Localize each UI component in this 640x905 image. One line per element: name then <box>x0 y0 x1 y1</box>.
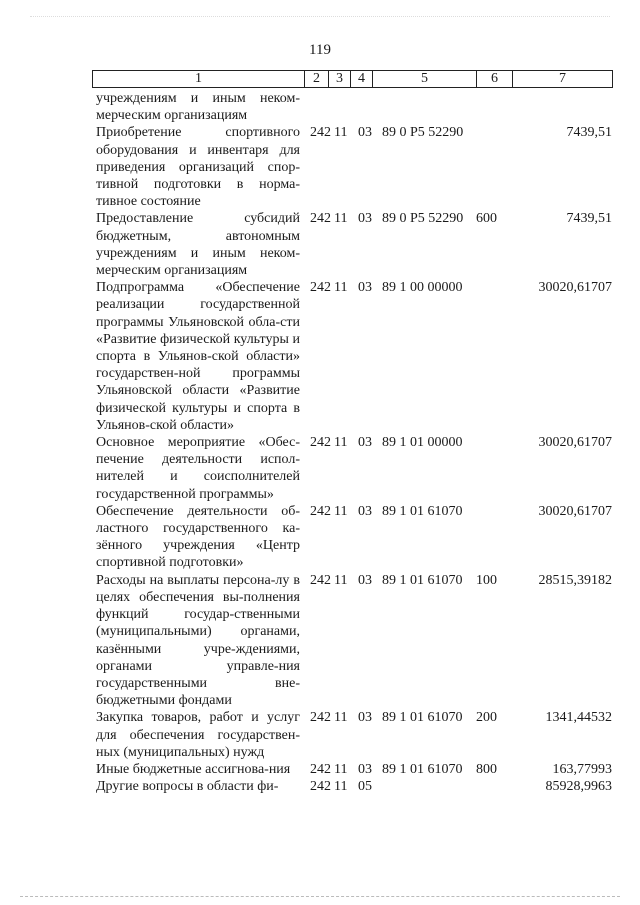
column-header-5: 5 <box>373 71 477 88</box>
row-subsection-code: 03 <box>358 125 372 141</box>
row-name: Другие вопросы в области фи- <box>96 779 279 795</box>
scan-edge-bottom <box>20 896 620 897</box>
row-ministry-code: 242 <box>310 779 331 795</box>
column-header-4: 4 <box>351 71 373 88</box>
row-name: учреждениям и иным неком-мерческим организациям <box>96 91 300 124</box>
row-section-code: 11 <box>334 435 348 451</box>
table-row <box>96 503 626 572</box>
row-ministry-code: 242 <box>310 710 331 726</box>
row-section-code: 11 <box>334 710 348 726</box>
row-section-code: 11 <box>334 779 348 795</box>
table-row <box>96 778 626 795</box>
row-subsection-code: 03 <box>358 435 372 451</box>
row-subsection-code: 03 <box>358 710 372 726</box>
budget-rows <box>96 90 626 795</box>
row-name: Предоставление субсидий бюджетным, автономным учреждениям и иным неком-мерческим организациям <box>96 211 300 279</box>
row-name: Основное мероприятие «Обес-печение деятельности испол-нителей и соисполнителей государственной программы» <box>96 435 300 502</box>
row-section-code: 11 <box>334 280 348 296</box>
row-ministry-code: 242 <box>310 125 331 141</box>
table-row <box>96 709 626 761</box>
row-name: Иные бюджетные ассигнова-ния <box>96 761 291 777</box>
column-header-row <box>93 71 613 88</box>
table-row <box>96 572 626 710</box>
row-amount: 28515,39182 <box>538 572 612 588</box>
row-amount: 30020,61707 <box>538 435 612 451</box>
row-ministry-code: 242 <box>310 503 331 519</box>
row-target-article: 89 1 01 61070 <box>382 572 463 588</box>
row-name: Закупка товаров, работ и услуг для обеспечения государствен-ных (муниципальных) нужд <box>96 710 300 760</box>
column-header-7: 7 <box>513 71 613 88</box>
table-row <box>96 90 626 124</box>
row-amount: 30020,61707 <box>538 503 612 519</box>
row-target-article: 89 0 P5 52290 <box>382 125 464 141</box>
row-subsection-code: 03 <box>358 761 372 777</box>
row-target-article: 89 1 01 61070 <box>382 761 463 777</box>
row-ministry-code: 242 <box>310 761 331 777</box>
row-subsection-code: 03 <box>358 503 372 519</box>
row-section-code: 11 <box>334 761 348 777</box>
row-ministry-code: 242 <box>310 280 331 296</box>
table-row <box>96 761 626 778</box>
row-amount: 7439,51 <box>566 125 612 141</box>
page-number: 119 <box>309 42 331 58</box>
table-row <box>96 434 626 503</box>
row-ministry-code: 242 <box>310 572 331 588</box>
table-row <box>96 210 626 279</box>
table-row <box>96 279 626 434</box>
row-name: Приобретение спортивного оборудования и инвентаря для приведения организаций спор-тивной подготовки в норма-тивное состояние <box>96 125 300 210</box>
row-name: Обеспечение деятельности об-ластного государственного ка-зённого учреждения «Центр спортивной подготовки» <box>96 503 300 571</box>
row-target-article: 89 1 00 00000 <box>382 280 463 296</box>
row-target-article: 89 1 01 00000 <box>382 435 463 451</box>
row-amount: 7439,51 <box>566 211 612 227</box>
row-expense-type: 100 <box>476 572 497 588</box>
row-name: Подпрограмма «Обеспечение реализации государственной программы Ульяновской обла-сти «Развитие физической культуры и спорта в Ульянов-ской области» государствен-ной программы Ульяновской области «Развитие физической культуры и спорта в Ульянов-ской области» <box>96 280 300 433</box>
row-expense-type: 600 <box>476 211 497 227</box>
row-ministry-code: 242 <box>310 435 331 451</box>
row-amount: 163,77993 <box>552 761 612 777</box>
row-ministry-code: 242 <box>310 211 331 227</box>
column-header-1: 1 <box>93 71 305 88</box>
row-target-article: 89 1 01 61070 <box>382 503 463 519</box>
row-expense-type: 200 <box>476 710 497 726</box>
column-header-2: 2 <box>305 71 329 88</box>
row-expense-type: 800 <box>476 761 497 777</box>
row-name: Расходы на выплаты персона-лу в целях обеспечения вы-полнения функций государ-ственными (муниципальными) органами, казёнными учре-ждениями, органами управле-ния государственными вне-бюджетными фондами <box>96 572 300 709</box>
row-section-code: 11 <box>334 125 348 141</box>
row-target-article: 89 0 P5 52290 <box>382 211 464 227</box>
column-header-3: 3 <box>329 71 351 88</box>
row-subsection-code: 03 <box>358 280 372 296</box>
row-subsection-code: 03 <box>358 211 372 227</box>
row-amount: 1341,44532 <box>545 710 612 726</box>
row-subsection-code: 03 <box>358 572 372 588</box>
row-section-code: 11 <box>334 572 348 588</box>
scan-edge-top <box>30 16 610 17</box>
row-target-article: 89 1 01 61070 <box>382 710 463 726</box>
row-amount: 85928,9963 <box>545 779 612 795</box>
row-section-code: 11 <box>334 503 348 519</box>
row-amount: 30020,61707 <box>538 280 612 296</box>
table-row <box>96 124 626 210</box>
row-subsection-code: 05 <box>358 779 372 795</box>
column-header-table <box>92 70 613 88</box>
column-header-6: 6 <box>477 71 513 88</box>
row-section-code: 11 <box>334 211 348 227</box>
